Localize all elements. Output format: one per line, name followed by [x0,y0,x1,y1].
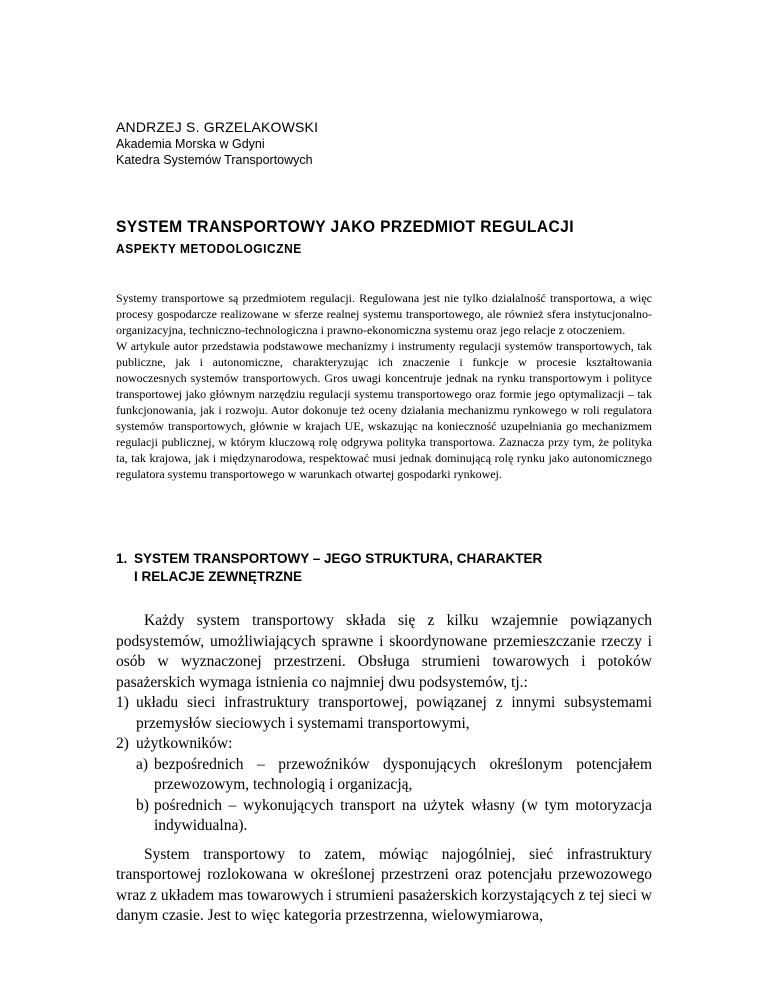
sublist [116,755,652,837]
affiliation-institution: Akademia Morska w Gdyni [116,137,265,151]
list-marker: 2) [116,735,129,752]
section-heading [116,550,542,586]
abstract [116,290,652,482]
paper-title: SYSTEM TRANSPORTOWY JAKO PRZEDMIOT REGULACJI [116,217,574,236]
section-heading-line: SYSTEM TRANSPORTOWY – JEGO STRUKTURA, CHARAKTER [134,551,543,566]
list-item-text: bezpośrednich – przewoźników dysponujących określonym potencjałem przewozowym, technologią i organizacją, [154,755,652,793]
body-paragraph: System transportowy to zatem, mówiąc najogólniej, sieć infrastruktury transportowej rozlokowana w określonej przestrzeni oraz potencjału przewozowego wraz z układem mas towarowych i strumieni pasażerskich korzystających z tej sieci w danym czasie. Jest to więc kategoria przestrzenna, wielowymiarowa, [116,845,652,924]
list-item [136,755,652,796]
body-paragraph: Każdy system transportowy składa się z kilku wzajemnie powiązanych podsystemów, umożliwiających sprawne i skoordynowane przemieszczanie rzeczy i osób w wyznaczonej przestrzeni. Obsługa strumieni towarowych i potoków pasażerskich wymaga istnienia co najmniej dwu podsystemów, tj.: [116,612,652,691]
list-item-text: układu sieci infrastruktury transportowej, powiązanej z innymi subsystemami przemysłów sieciowych i systemami transportowymi, [136,694,652,732]
list-item [136,796,652,837]
abstract-paragraph: W artykule autor przedstawia podstawowe mechanizmy i instrumenty regulacji systemów transportowych, tak publiczne, jak i autonomiczne, charakteryzując ich znaczenie i funkcje w procesie kształtowania nowoczesnych systemów transportowych. Gros uwagi koncentruje jednak na rynku transportowym i polityce transportowej jako głównym narzędziu regulacji systemu transportowego oraz formie jego optymalizacji – tak funkcjonowania, jak i rozwoju. Autor dokonuje też oceny działania mechanizmu rynkowego w roli regulatora systemów transportowych, głównie w krajach UE, wskazując na konieczność uzupełniania go mechanizmem regulacji publicznej, w którym kluczową rolę odgrywa polityka transportowa. Zaznacza przy tym, że polityka ta, tak krajowa, jak i międzynarodowa, respektować musi jednak dominującą rolę rynku jako autonomicznego regulatora systemu transportowego w warunkach otwartej gospodarki rynkowej. [116,339,652,481]
section-body [116,611,652,927]
section-number: 1. [116,551,128,566]
affiliation-department: Katedra Systemów Transportowych [116,153,313,167]
list-item [116,734,652,755]
section-heading-line: I RELACJE ZEWNĘTRZNE [134,569,303,584]
paper-subtitle: ASPEKTY METODOLOGICZNE [116,241,302,256]
list-marker: a) [136,755,149,773]
abstract-paragraph: Systemy transportowe są przedmiotem regulacji. Regulowana jest nie tylko działalność transportowa, a więc procesy gospodarcze realizowane w sferze realnej systemu transportowego, ale również sfera instytucjonalno-organizacyjna, techniczno-technologiczna i prawno-ekonomiczna systemu oraz jego relacje z otoczeniem. [116,291,652,337]
author-name: ANDRZEJ S. GRZELAKOWSKI [116,119,319,135]
title-block [116,216,614,258]
author-block [116,118,318,168]
list-item [116,693,652,734]
list-marker: b) [136,796,149,814]
list-item-text: użytkowników: [136,735,233,752]
list-item-text: pośrednich – wykonujących transport na użytek własny (w tym motoryzacja indywidualna). [154,796,652,834]
list-marker: 1) [116,694,129,711]
